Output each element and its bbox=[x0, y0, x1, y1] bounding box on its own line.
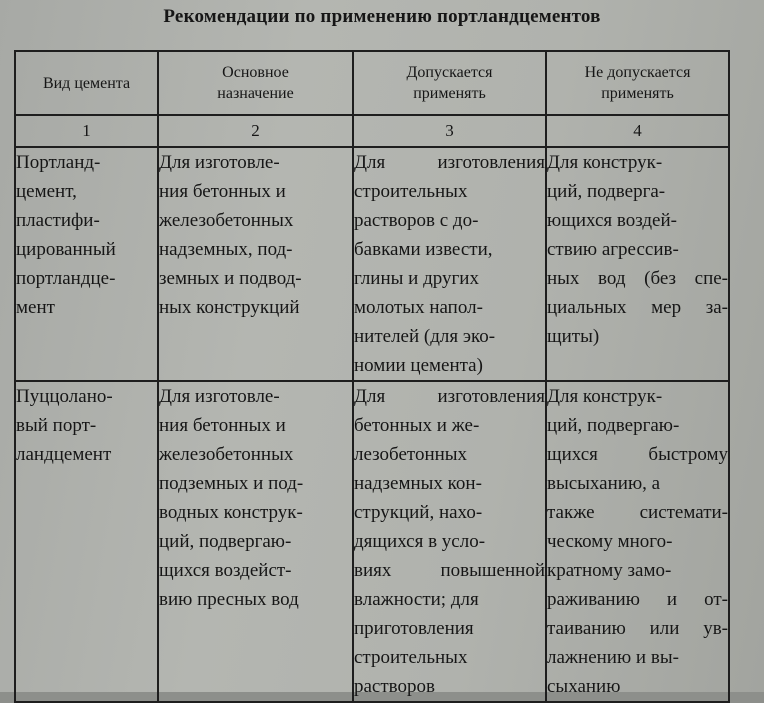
cell-line: цемент, bbox=[16, 181, 77, 202]
cell-line: железобетонных bbox=[159, 210, 294, 231]
cell-line: портландце- bbox=[16, 268, 116, 289]
header-main-purpose: Основное назначение bbox=[158, 51, 353, 115]
cell-line: таиванию или ув- bbox=[547, 618, 728, 639]
cell-line: ния бетонных и bbox=[159, 415, 286, 436]
cell-allowed bbox=[353, 147, 546, 381]
cell-line: номии цемента) bbox=[354, 355, 483, 376]
table-row-pozzolanic bbox=[15, 381, 729, 702]
cell-line: глины и других bbox=[354, 268, 479, 289]
cell-main-purpose bbox=[158, 381, 353, 702]
cell-line: ющихся воздей- bbox=[547, 210, 677, 231]
cell-line: вию пресных вод bbox=[159, 589, 299, 610]
cell-line: ций, подвергаю- bbox=[547, 415, 680, 436]
cell-line: водных конструк- bbox=[159, 502, 303, 523]
cell-line: ных конструкций bbox=[159, 297, 300, 318]
cell-line: Для конструк- bbox=[547, 386, 663, 407]
cell-line: Портланд- bbox=[16, 152, 101, 173]
cell-line: ций, подвергаю- bbox=[159, 531, 292, 552]
cell-line: строительных bbox=[354, 647, 468, 668]
cell-line: железобетонных bbox=[159, 444, 294, 465]
cell-line: Для изготовле- bbox=[159, 152, 280, 173]
cell-line: строительных bbox=[354, 181, 468, 202]
cell-line: циальных мер за- bbox=[547, 297, 728, 318]
column-number: 4 bbox=[546, 115, 729, 147]
cell-line: мент bbox=[16, 297, 55, 318]
cell-line: ландцемент bbox=[16, 444, 112, 465]
cell-cement-type bbox=[15, 381, 158, 702]
column-number-row bbox=[15, 115, 729, 147]
column-number: 1 bbox=[15, 115, 158, 147]
cell-line: земных и подвод- bbox=[159, 268, 302, 289]
table-row-portland bbox=[15, 147, 729, 381]
cell-line: ния бетонных и bbox=[159, 181, 286, 202]
cell-line: вый порт- bbox=[16, 415, 97, 436]
cell-allowed bbox=[353, 381, 546, 702]
cell-line: подземных и под- bbox=[159, 473, 304, 494]
cell-line: виях повышенной bbox=[354, 560, 545, 581]
cell-line: бавками извести, bbox=[354, 239, 493, 260]
header-allowed: Допускается применять bbox=[353, 51, 546, 115]
cell-line: бетонных и же- bbox=[354, 415, 480, 436]
cell-line: растворов bbox=[354, 676, 435, 697]
cell-line: дящихся в усло- bbox=[354, 531, 486, 552]
cell-line: ствию агрессив- bbox=[547, 239, 679, 260]
cell-not-allowed bbox=[546, 381, 729, 702]
cell-line: нителей (для эко- bbox=[354, 326, 496, 347]
cell-line: раживанию и от- bbox=[547, 589, 728, 610]
cell-main-purpose bbox=[158, 147, 353, 381]
cell-line: щихся воздейст- bbox=[159, 560, 292, 581]
header-cement-type: Вид цемента bbox=[15, 51, 158, 115]
cell-line: пластифи- bbox=[16, 210, 100, 231]
cell-line: влажности; для bbox=[354, 589, 479, 610]
cell-line: надземных, под- bbox=[159, 239, 293, 260]
cell-line: ций, подверга- bbox=[547, 181, 666, 202]
cell-line: струкций, нахо- bbox=[354, 502, 483, 523]
cell-line: лажнению и вы- bbox=[547, 647, 679, 668]
cell-line: щихся быстрому bbox=[547, 444, 728, 465]
header-row bbox=[15, 51, 729, 115]
cell-line: также системати- bbox=[547, 502, 728, 523]
cell-line: лезобетонных bbox=[354, 444, 468, 465]
cell-cement-type bbox=[15, 147, 158, 381]
recommendations-table bbox=[14, 50, 730, 703]
cell-line: кратному замо- bbox=[547, 560, 672, 581]
column-number: 3 bbox=[353, 115, 546, 147]
cell-line: Для конструк- bbox=[547, 152, 663, 173]
cell-line: Для изготовления bbox=[354, 386, 545, 407]
header-not-allowed: Не допускается применять bbox=[546, 51, 729, 115]
cell-line: Для изготовле- bbox=[159, 386, 280, 407]
cell-line: ных вод (без спе- bbox=[547, 268, 728, 289]
cell-line: надземных кон- bbox=[354, 473, 482, 494]
column-number: 2 bbox=[158, 115, 353, 147]
cell-line: высыханию, а bbox=[547, 473, 661, 494]
cell-line: приготовления bbox=[354, 618, 474, 639]
cell-line: сыханию bbox=[547, 676, 621, 697]
cell-line: щиты) bbox=[547, 326, 600, 347]
cell-line: ческому много- bbox=[547, 531, 673, 552]
cell-line: Для изготовления bbox=[354, 152, 545, 173]
table-title: Рекомендации по применению портландцементов bbox=[163, 6, 601, 27]
cell-line: молотых напол- bbox=[354, 297, 483, 318]
cell-line: цированный bbox=[16, 239, 116, 260]
cell-not-allowed bbox=[546, 147, 729, 381]
cell-line: Пуццолано- bbox=[16, 386, 113, 407]
cell-line: растворов с до- bbox=[354, 210, 479, 231]
